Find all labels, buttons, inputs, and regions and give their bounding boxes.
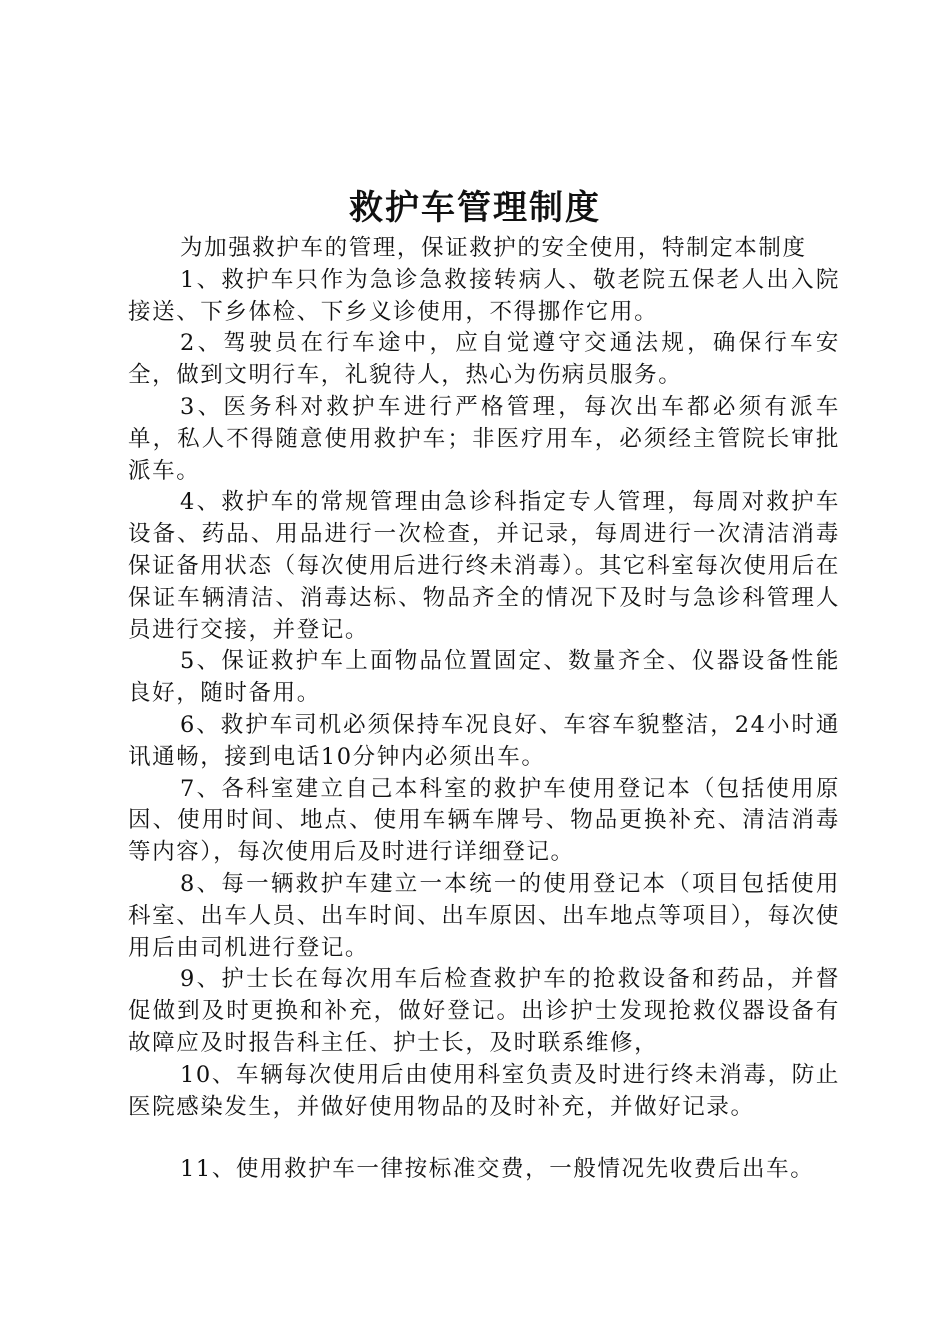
- rule-item-5: 5、保证救护车上面物品位置固定、数量齐全、仪器设备性能良好，随时备用。: [128, 648, 840, 707]
- document-body: [128, 233, 840, 1186]
- rule-item-8: 8、每一辆救护车建立一本统一的使用登记本（项目包括使用科室、出车人员、出车时间、出车原因、出车地点等项目），每次使用后由司机进行登记。: [128, 870, 840, 961]
- rule-item-10: 10、车辆每次使用后由使用科室负责及时进行终未消毒，防止医院感染发生，并做好使用物品的及时补充，并做好记录。: [128, 1061, 840, 1120]
- document-title: 救护车管理制度: [349, 188, 601, 228]
- rule-item-2: 2、驾驶员在行车途中，应自觉遵守交通法规，确保行车安全，做到文明行车，礼貌待人，热心为伤病员服务。: [128, 330, 840, 389]
- rule-item-4: 4、救护车的常规管理由急诊科指定专人管理，每周对救护车设备、药品、用品进行一次检查，并记录，每周进行一次清洁消毒保证备用状态（每次使用后进行终未消毒）。其它科室每次使用后在保证车辆清洁、消毒达标、物品齐全的情况下及时与急诊科管理人员进行交接，并登记。: [128, 489, 840, 643]
- rule-item-1: 1、救护车只作为急诊急救接转病人、敬老院五保老人出入院接送、下乡体检、下乡义诊使用，不得挪作它用。: [128, 266, 840, 325]
- rule-item-7: 7、各科室建立自己本科室的救护车使用登记本（包括使用原因、使用时间、地点、使用车辆车牌号、物品更换补充、清洁消毒等内容），每次使用后及时进行详细登记。: [128, 775, 840, 866]
- rule-item-6: 6、救护车司机必须保持车况良好、车容车貌整洁，24小时通讯通畅，接到电话10分钟内必须出车。: [128, 711, 840, 770]
- rule-item-11: 11、使用救护车一律按标准交费，一般情况先收费后出车。: [180, 1156, 815, 1183]
- intro-paragraph: 为加强救护车的管理，保证救护的安全使用，特制定本制度: [180, 235, 807, 261]
- rule-item-3: 3、医务科对救护车进行严格管理，每次出车都必须有派车单，私人不得随意使用救护车；非医疗用车，必须经主管院长审批派车。: [128, 393, 840, 484]
- rule-item-9: 9、护士长在每次用车后检查救护车的抢救设备和药品，并督促做到及时更换和补充，做好登记。出诊护士发现抢救仪器设备有故障应及时报告科主任、护士长，及时联系维修，: [128, 966, 840, 1056]
